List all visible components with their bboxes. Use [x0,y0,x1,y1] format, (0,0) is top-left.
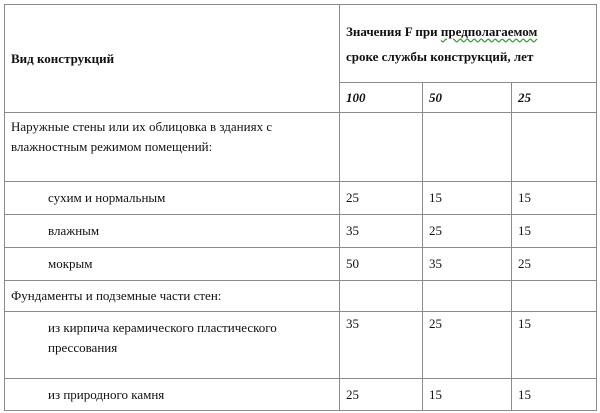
value-cell: 35 [340,312,423,379]
value-cell [512,113,597,182]
value-cell: 15 [423,182,512,215]
table-row [5,215,597,248]
table-row [5,281,597,312]
value-cell: 25 [340,379,423,411]
value-cell: 35 [340,215,423,248]
value-header-line1: Значения F при предполагаемом [346,23,538,39]
year-header-100: 100 [340,83,423,113]
value-cell: 25 [423,312,512,379]
value-cell: 35 [423,248,512,281]
value-header-line2: сроке службы конструкций, лет [346,48,534,64]
column-header-construction-type [5,5,340,113]
value-cell: 15 [512,379,597,411]
row-label: из природного камня [5,379,340,411]
column-header-values [340,5,597,83]
row-label: влажным [5,215,340,248]
value-cell [512,281,597,312]
value-cell: 25 [423,215,512,248]
value-cell: 15 [512,312,597,379]
value-cell: 15 [512,182,597,215]
value-cell [340,113,423,182]
frost-resistance-table [4,4,597,411]
table-row [5,312,597,379]
value-cell [340,281,423,312]
row-label: мокрым [5,248,340,281]
year-header-50: 50 [423,83,512,113]
year-header-25: 25 [512,83,597,113]
value-cell [423,281,512,312]
table-row [5,379,597,411]
value-cell: 25 [512,248,597,281]
table-row [5,248,597,281]
spellcheck-underlined-word: предполагаемом [440,23,538,39]
section-label-external-walls: Наружные стены или их облицовка в зданиях с влажностным режимом помещений: [5,113,340,182]
row-label: сухим и нормальным [5,182,340,215]
value-cell: 15 [512,215,597,248]
row-label: из кирпича керамического пластического прессования [5,312,340,379]
value-cell: 50 [340,248,423,281]
table-row [5,113,597,182]
header-row [5,5,597,83]
value-cell: 15 [423,379,512,411]
column-header-label: Вид конструкций [11,50,115,66]
table-row [5,182,597,215]
section-label-foundations: Фундаменты и подземные части стен: [5,281,340,312]
value-cell [423,113,512,182]
value-cell: 25 [340,182,423,215]
